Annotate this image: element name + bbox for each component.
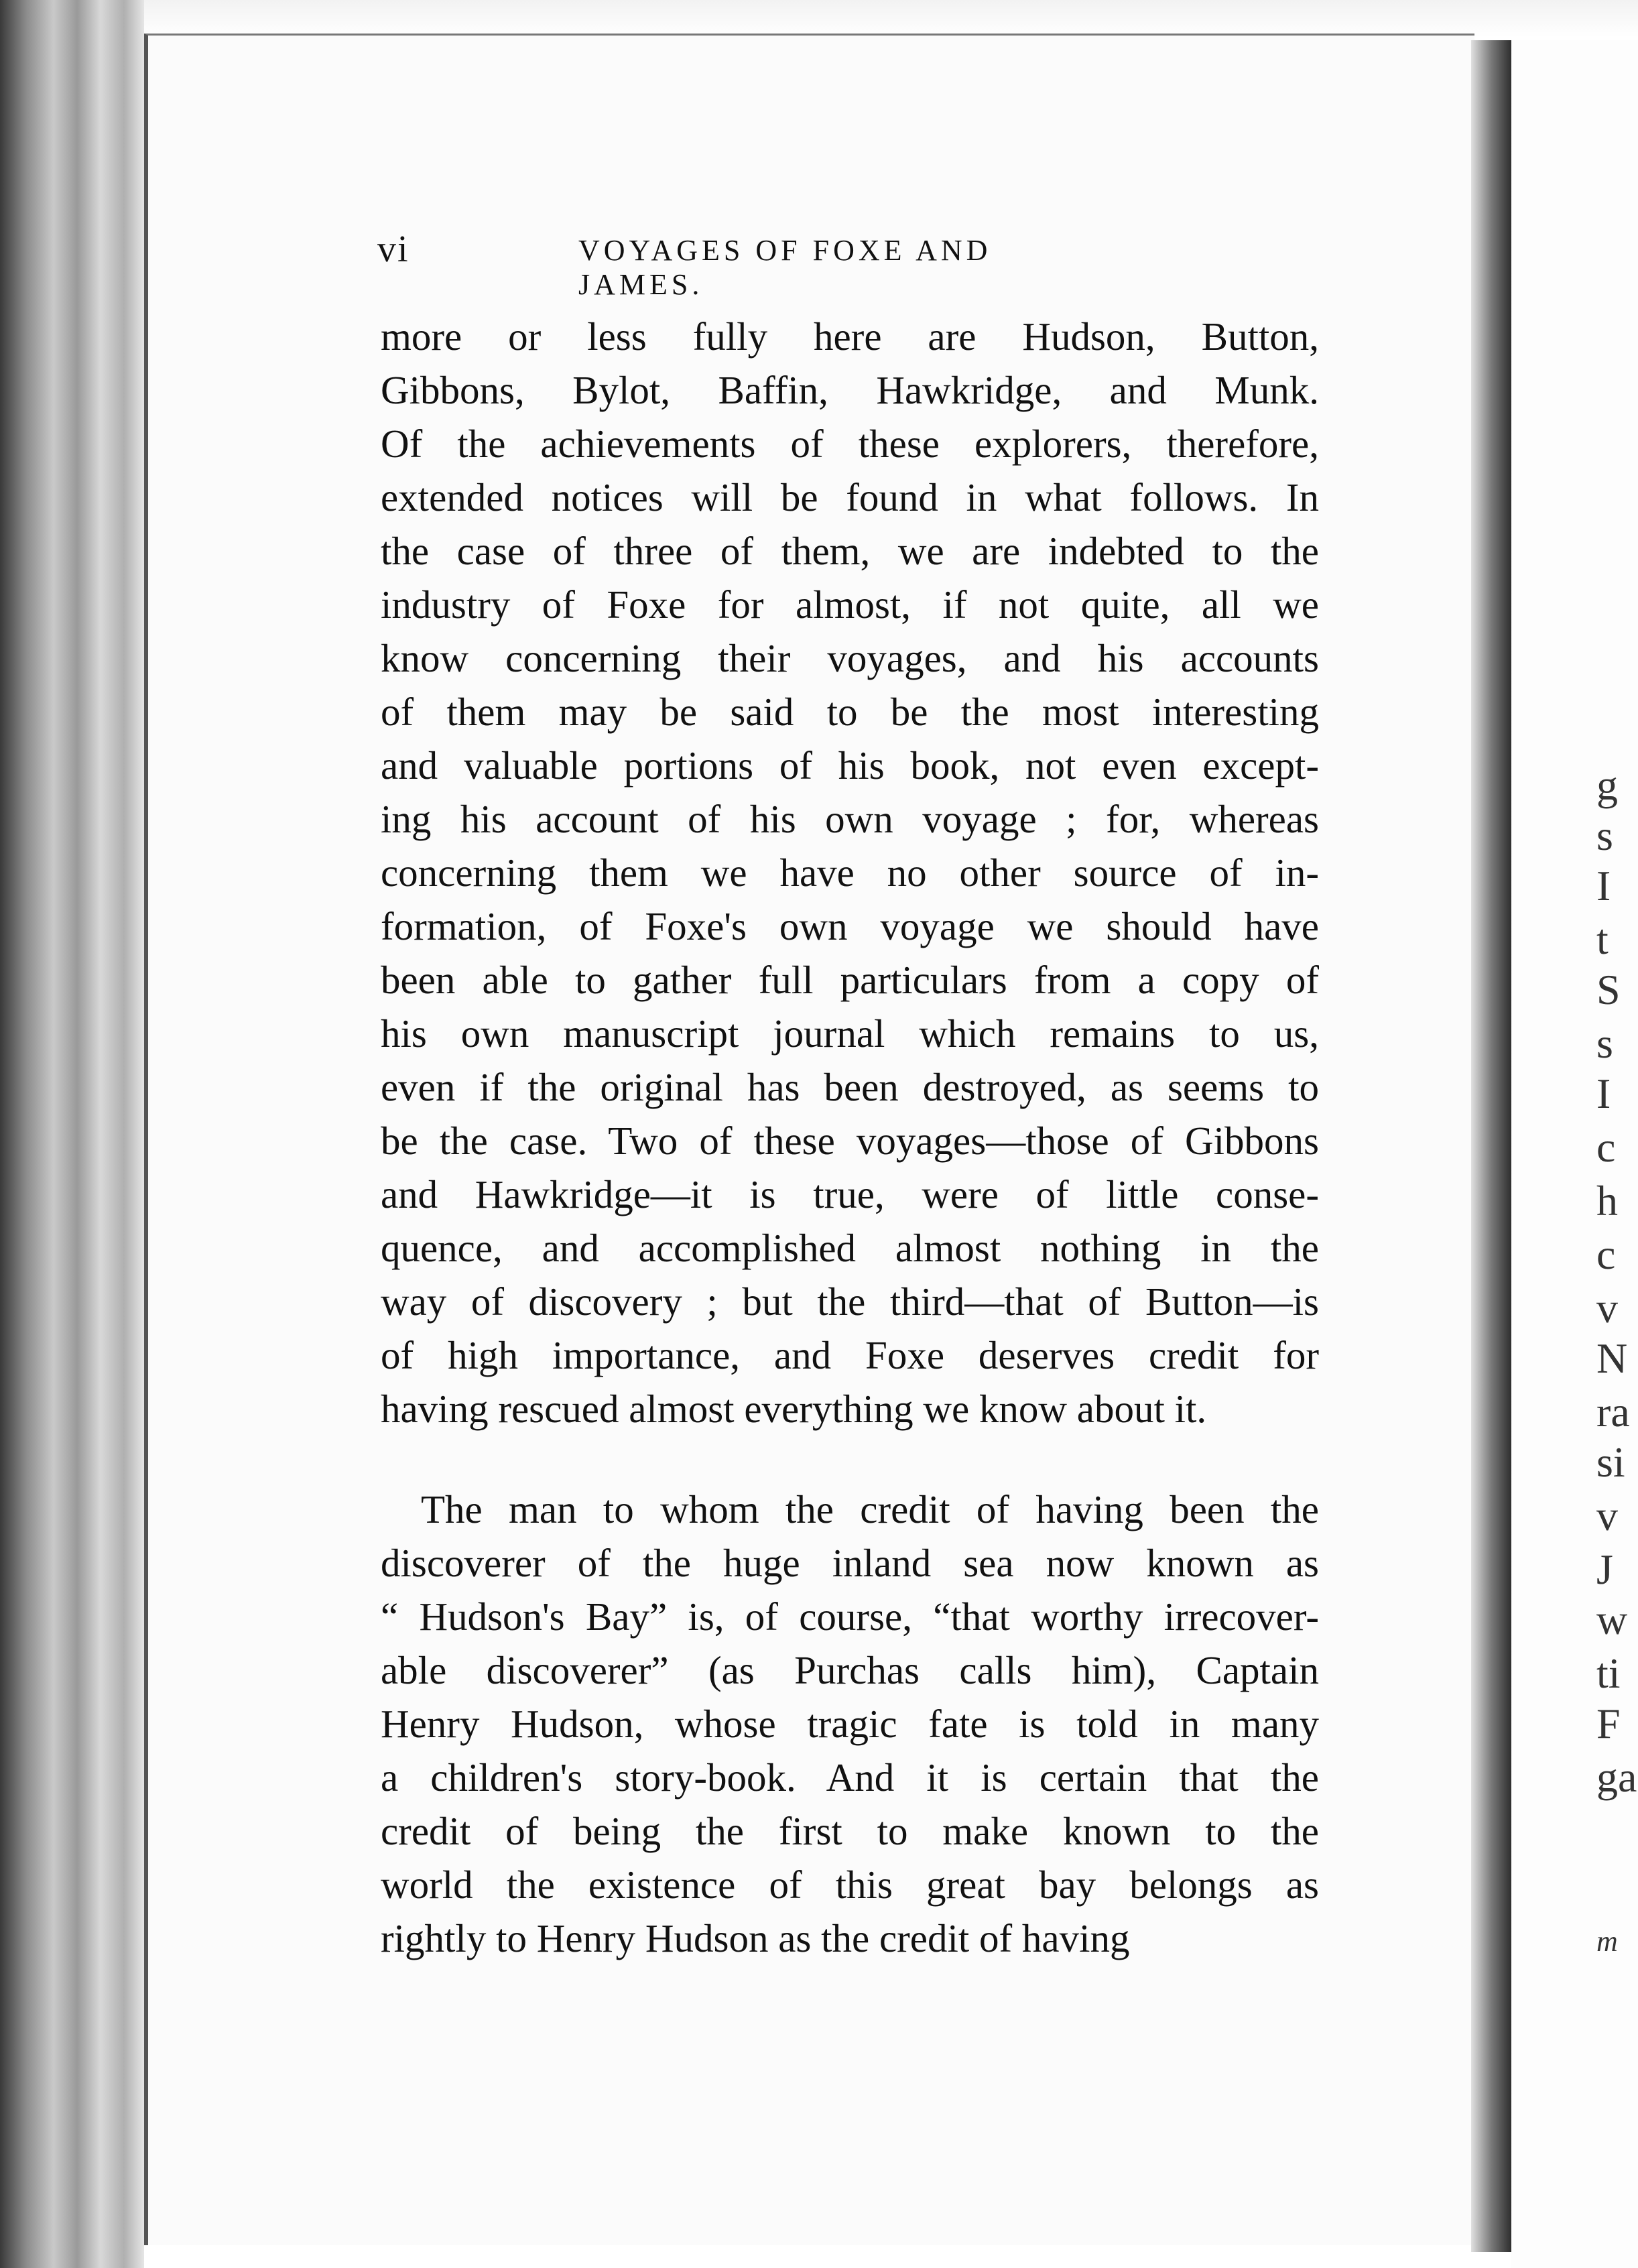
text-line: know concerning their voyages, and his accounts xyxy=(381,636,1319,680)
top-edge-shadow xyxy=(0,0,1638,37)
text-line: discoverer of the huge inland sea now known as xyxy=(381,1541,1319,1585)
body-text xyxy=(381,310,1319,1965)
page-number: vi xyxy=(377,229,410,270)
page-stack-edges xyxy=(0,0,144,2268)
running-title: VOYAGES OF FOXE AND JAMES. xyxy=(578,234,992,301)
binding-gutter xyxy=(1471,40,1511,2252)
text-line: Of the achievements of these explorers, therefore, xyxy=(381,422,1319,466)
facing-page-letter: m xyxy=(1596,1925,1618,1958)
facing-page-letter: g xyxy=(1596,761,1618,809)
text-line: industry of Foxe for almost, if not quite, all we xyxy=(381,582,1319,627)
facing-page-edge xyxy=(1511,40,1638,2268)
facing-page-letter: si xyxy=(1596,1438,1625,1486)
text-line: even if the original has been destroyed, as seems to xyxy=(381,1065,1319,1109)
text-line: The man to whom the credit of having been the xyxy=(421,1487,1319,1531)
text-line: “ Hudson's Bay” is, of course, “that worthy irrecover- xyxy=(381,1594,1319,1639)
text-line: ing his account of his own voyage ; for, whereas xyxy=(381,797,1319,841)
facing-page-letter: F xyxy=(1596,1700,1621,1747)
facing-page-letter: ti xyxy=(1596,1649,1621,1697)
text-line: having rescued almost everything we know about it. xyxy=(381,1387,1207,1431)
facing-page-letter: I xyxy=(1596,862,1611,909)
text-line: Henry Hudson, whose tragic fate is told in many xyxy=(381,1702,1319,1746)
text-line: world the existence of this great bay belongs as xyxy=(381,1863,1319,1907)
text-line: rightly to Henry Hudson as the credit of having xyxy=(381,1916,1130,1960)
text-line: and Hawkridge—it is true, were of little conse- xyxy=(381,1172,1319,1216)
facing-page-letter: ra xyxy=(1596,1388,1630,1436)
text-line: his own manuscript journal which remains to us, xyxy=(381,1011,1319,1056)
facing-page-letter: ga xyxy=(1596,1753,1637,1801)
text-line: be the case. Two of these voyages—those of Gibbons xyxy=(381,1119,1319,1163)
text-line: able discoverer” (as Purchas calls him), Captain xyxy=(381,1648,1319,1692)
paragraph xyxy=(381,1483,1319,1965)
facing-page-letter: N xyxy=(1596,1334,1628,1382)
text-line: been able to gather full particulars from a copy of xyxy=(381,958,1319,1002)
text-line: the case of three of them, we are indebted to the xyxy=(381,529,1319,573)
paragraph xyxy=(381,310,1319,1436)
text-line: concerning them we have no other source of in- xyxy=(381,850,1319,895)
facing-page-letter: J xyxy=(1596,1546,1613,1593)
facing-page-letter: c xyxy=(1596,1231,1616,1278)
facing-page-letter: s xyxy=(1596,812,1613,859)
text-line: Gibbons, Bylot, Baffin, Hawkridge, and Munk. xyxy=(381,368,1319,412)
text-line: quence, and accomplished almost nothing in the xyxy=(381,1226,1319,1270)
text-line: and valuable portions of his book, not even except- xyxy=(381,743,1319,788)
text-line: credit of being the first to make known to the xyxy=(381,1809,1319,1853)
text-line: a children's story-book. And it is certain that the xyxy=(381,1755,1319,1800)
facing-page-letter: t xyxy=(1596,916,1609,963)
facing-page-letter: v xyxy=(1596,1284,1618,1332)
facing-page-letter: w xyxy=(1596,1596,1628,1643)
facing-page-letter: h xyxy=(1596,1177,1618,1224)
text-line: extended notices will be found in what follows. In xyxy=(381,475,1319,519)
running-head xyxy=(377,228,1121,301)
facing-page-letter: S xyxy=(1596,966,1621,1013)
text-line: way of discovery ; but the third—that of Button—is xyxy=(381,1279,1319,1324)
text-line: of them may be said to be the most interesting xyxy=(381,690,1319,734)
text-line: formation, of Foxe's own voyage we should have xyxy=(381,904,1319,948)
facing-page-letter: c xyxy=(1596,1123,1616,1171)
text-line: of high importance, and Foxe deserves credit for xyxy=(381,1333,1319,1377)
text-line: more or less fully here are Hudson, Button, xyxy=(381,314,1319,359)
facing-page-letter: I xyxy=(1596,1070,1611,1117)
facing-page-letter: v xyxy=(1596,1492,1618,1539)
facing-page-letter: s xyxy=(1596,1019,1613,1067)
